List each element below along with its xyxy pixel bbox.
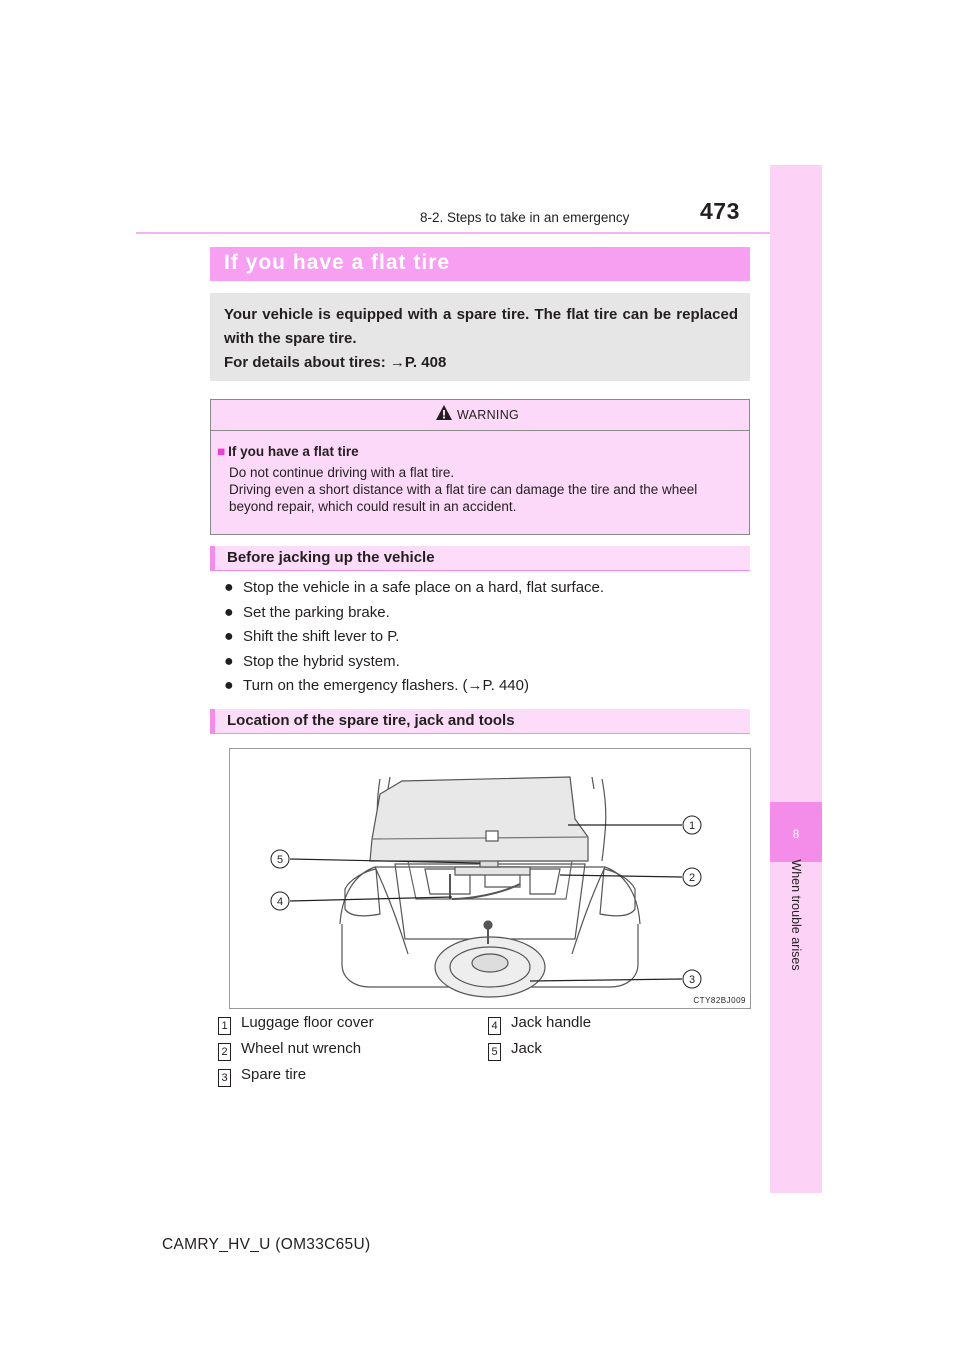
list-item: ● Turn on the emergency flashers. (→P. 440) xyxy=(224,677,529,694)
legend-label: Jack handle xyxy=(511,1014,592,1031)
bullet-icon: ● xyxy=(224,677,234,694)
page-title-bar xyxy=(210,247,750,281)
list-item: ● Set the parking brake. xyxy=(224,603,390,621)
section-title: 8-2. Steps to take in an emergency xyxy=(420,210,630,225)
trunk-illustration xyxy=(229,748,751,1009)
intro-box xyxy=(210,293,750,381)
subheading-location xyxy=(210,709,750,734)
legend-label: Wheel nut wrench xyxy=(241,1040,362,1057)
chapter-title: When trouble arises xyxy=(789,859,803,971)
warning-bullet-title xyxy=(217,444,359,459)
callout-5: 5 xyxy=(276,854,284,866)
legend-label: Jack xyxy=(511,1040,542,1057)
legend-number: 2 xyxy=(218,1043,231,1061)
warning-bullet-text: If you have a flat tire xyxy=(228,444,359,459)
intro-reference: For details about tires: →P. 408 xyxy=(224,354,447,371)
legend-item xyxy=(488,1014,591,1035)
list-item: ● Stop the vehicle in a safe place on a hard, flat surface. xyxy=(224,579,605,596)
chapter-number[interactable]: 8 xyxy=(770,802,822,862)
legend-label: Spare tire xyxy=(241,1066,307,1083)
chapter-tab-strip xyxy=(770,165,822,1193)
bullet-icon: ● xyxy=(224,628,234,645)
intro-text: Your vehicle is equipped with a spare tire. The flat tire can be replaced with the spare tire. xyxy=(224,306,738,347)
legend-item xyxy=(218,1066,306,1087)
callout-3: 3 xyxy=(688,974,696,986)
legend-number: 3 xyxy=(218,1069,231,1087)
callout-1: 1 xyxy=(688,820,696,832)
footer-model-code: CAMRY_HV_U (OM33C65U) xyxy=(162,1236,371,1253)
precaution-list xyxy=(224,578,604,701)
warning-body xyxy=(229,464,745,515)
page-number: 473 xyxy=(700,198,740,224)
warning-label: WARNING xyxy=(457,408,520,422)
bullet-icon: ● xyxy=(224,579,234,596)
square-bullet-icon: ■ xyxy=(217,444,226,459)
page-title: If you have a flat tire xyxy=(224,251,451,274)
callout-2: 2 xyxy=(688,872,696,884)
callout-4: 4 xyxy=(276,896,284,908)
subheading-text: Before jacking up the vehicle xyxy=(227,549,435,566)
warning-box xyxy=(210,399,750,535)
legend-item xyxy=(218,1040,361,1061)
trunk-drawing xyxy=(230,749,750,1008)
legend-number: 5 xyxy=(488,1043,501,1061)
legend-number: 1 xyxy=(218,1017,231,1035)
legend-item xyxy=(488,1040,542,1061)
legend-item xyxy=(218,1014,374,1035)
list-item: ● Shift the shift lever to P. xyxy=(224,628,400,645)
subheading-before-jacking xyxy=(210,546,750,571)
legend-number: 4 xyxy=(488,1017,501,1035)
warning-triangle-icon xyxy=(435,404,453,421)
bullet-icon: ● xyxy=(224,603,234,621)
figure-code: CTY82BJ009 xyxy=(693,996,746,1005)
legend-label: Luggage floor cover xyxy=(241,1014,374,1031)
subheading-text: Location of the spare tire, jack and tools xyxy=(227,712,515,729)
list-item: ● Stop the hybrid system. xyxy=(224,652,400,670)
warning-line: Do not continue driving with a flat tire. xyxy=(229,465,455,480)
bullet-icon: ● xyxy=(224,652,234,670)
header-rule xyxy=(136,232,822,234)
warning-line: Driving even a short distance with a flat tire can damage the tire and the wheel beyond repair, which could result in an accident. xyxy=(229,482,698,514)
warning-header xyxy=(211,400,749,431)
